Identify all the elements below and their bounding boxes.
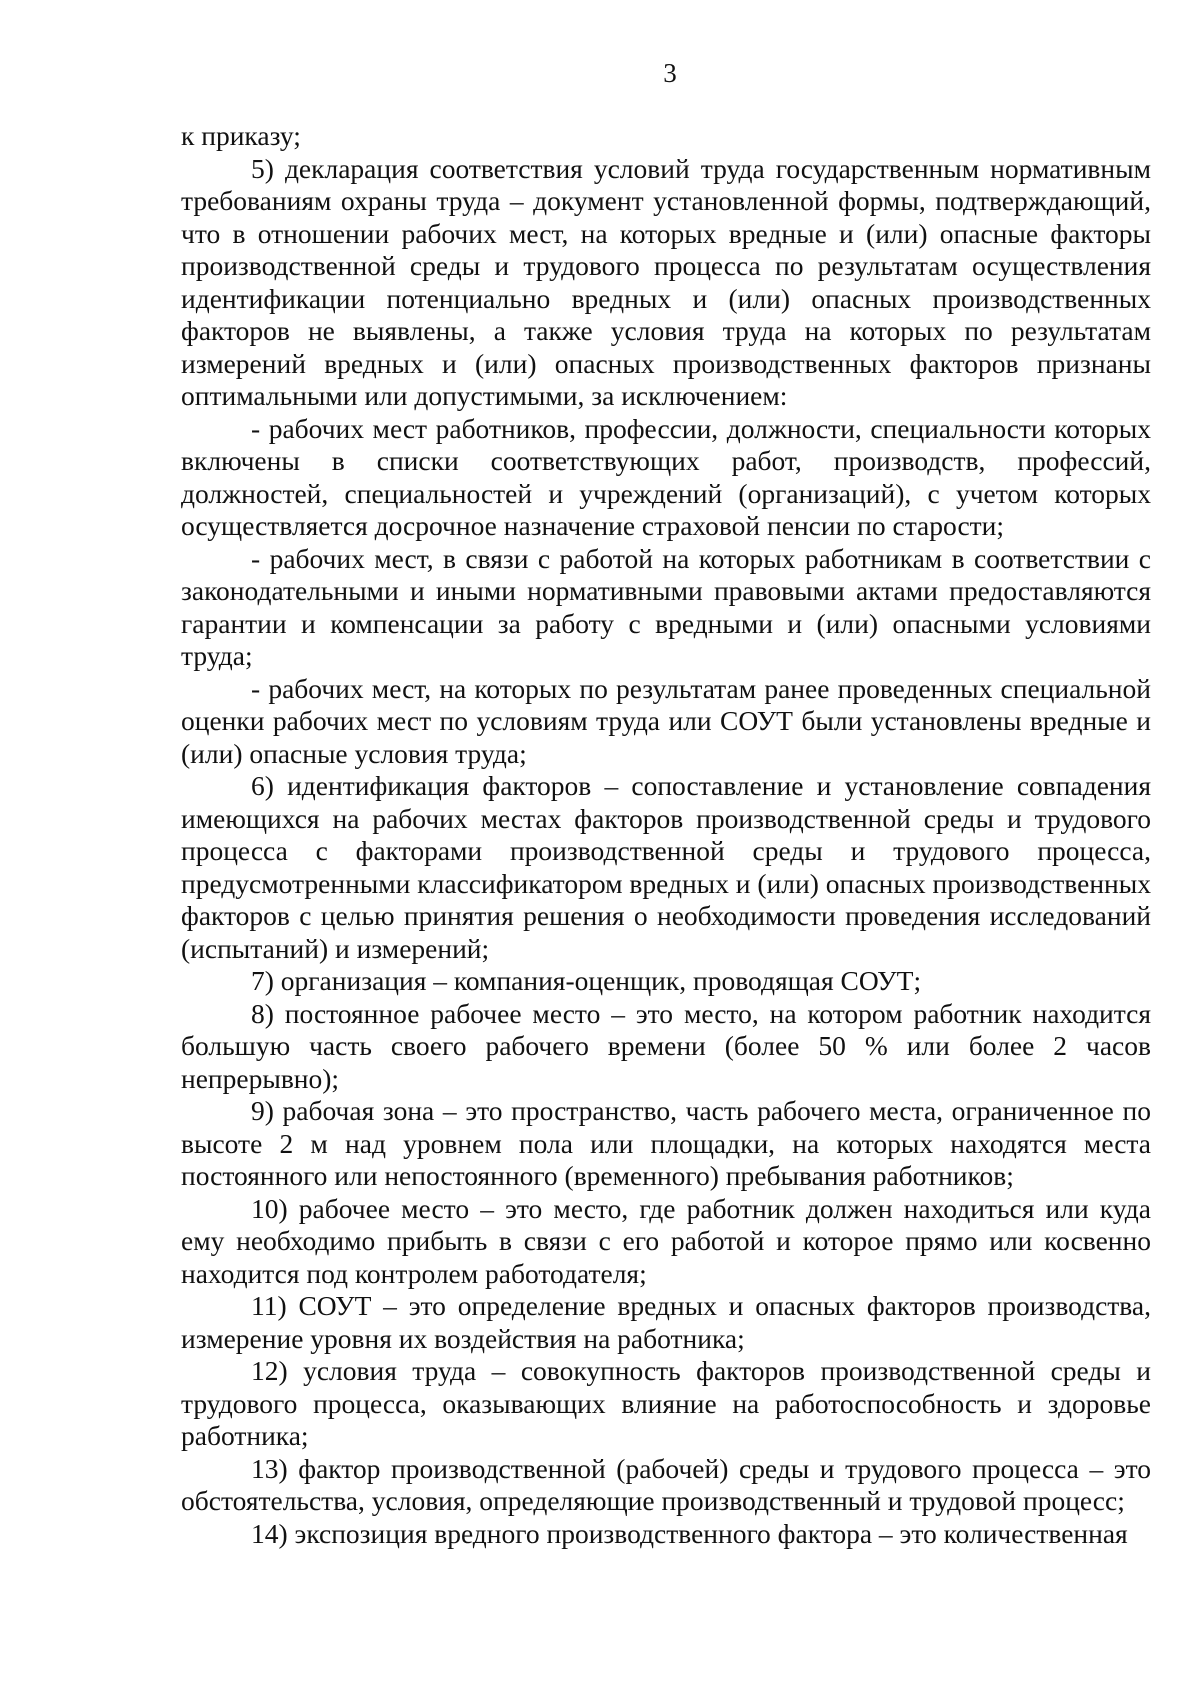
exception-item-2: - рабочих мест, в связи с работой на которых работникам в соответствии с законодательными и иными нормативными правовыми актами предоставляются гарантии и компенсации за работу с вредными и (или) опасными условиями труда; [181,542,1151,671]
definition-6: 6) идентификация факторов – сопоставление и установление совпадения имеющихся на рабочих местах факторов производственной среды и трудового процесса с факторами производственной среды и трудового процесса, предусмотренными классификатором вредных и (или) опасных производственных факторов с целью принятия решения о необходимости проведения исследований (испытаний) и измерений; [181,770,1151,964]
definition-12: 12) условия труда – совокупность факторов производственной среды и трудового процесса, оказывающих влияние на работоспособность и здоровье работника; [181,1355,1151,1451]
exception-item-3: - рабочих мест, на которых по результатам ранее проведенных специальной оценки рабочих мест по условиям труда или СОУТ были установлены вредные и (или) опасные условия труда; [181,672,1151,769]
definition-11: 11) СОУТ – это определение вредных и опасных факторов производства, измерение уровня их воздействия на работника; [181,1290,1151,1354]
definition-14: 14) экспозиция вредного производственного фактора – это количественная [251,1517,1128,1549]
definition-7: 7) организация – компания-оценщик, проводящая СОУТ; [251,965,922,996]
definition-9: 9) рабочая зона – это пространство, часть рабочего места, ограниченное по высоте 2 м над уровнем пола или площадки, на которых находятся места постоянного или непостоянного (временного) пребывания работников; [181,1095,1151,1191]
definition-10: 10) рабочее место – это место, где работник должен находиться или куда ему необходимо прибыть в связи с его работой и которое прямо или косвенно находится под контролем работодателя; [181,1192,1151,1289]
definition-5: 5) декларация соответствия условий труда государственным нормативным требованиям охраны труда – документ установленной формы, подтверждающий, что в отношении рабочих мест, на которых вредные и (или) опасные факторы производственной среды и трудового процесса по результатам осуществления идентификации потенциально вредных и (или) опасных производственных факторов не выявлены, а также условия труда на которых по результатам измерений вредных и (или) опасных производственных факторов признаны оптимальными или допустимыми, за исключением: [181,152,1151,411]
document-body [181,120,1151,1550]
page-number: 3 [663,58,677,88]
exception-item-1: - рабочих мест работников, профессии, должности, специальности которых включены в списки соответствующих работ, производств, профессий, должностей, специальностей и учреждений (организаций), с учетом которых осуществляется досрочное назначение страховой пенсии по старости; [181,412,1151,541]
definition-8: 8) постоянное рабочее место – это место, на котором работник находится большую часть своего рабочего времени (более 50 % или более 2 часов непрерывно); [181,997,1151,1094]
definition-13: 13) фактор производственной (рабочей) среды и трудового процесса – это обстоятельства, условия, определяющие производственный и трудовой процесс; [181,1452,1151,1516]
paragraph-continuation: к приказу; [181,120,301,151]
